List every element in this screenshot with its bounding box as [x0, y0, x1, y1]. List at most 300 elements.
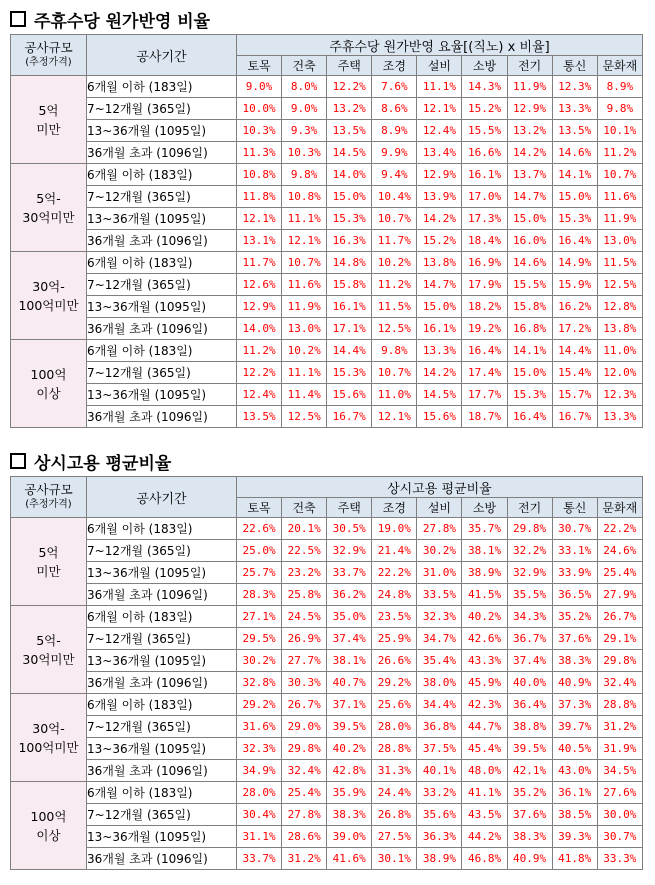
- value-cell: 30.2%: [237, 650, 282, 672]
- value-cell: 40.5%: [552, 738, 597, 760]
- category-header: 통신: [552, 498, 597, 518]
- period-cell: 7~12개월 (365일): [87, 540, 237, 562]
- category-header: 통신: [552, 56, 597, 76]
- value-cell: 10.2%: [282, 340, 327, 362]
- value-cell: 16.1%: [327, 296, 372, 318]
- value-cell: 14.7%: [417, 274, 462, 296]
- value-cell: 18.2%: [462, 296, 507, 318]
- value-cell: 10.7%: [372, 362, 417, 384]
- value-cell: 31.0%: [417, 562, 462, 584]
- table-row: [11, 562, 643, 584]
- value-cell: 26.9%: [282, 628, 327, 650]
- value-cell: 32.3%: [237, 738, 282, 760]
- value-cell: 11.5%: [372, 296, 417, 318]
- value-cell: 15.8%: [327, 274, 372, 296]
- value-cell: 15.0%: [417, 296, 462, 318]
- value-cell: 9.4%: [372, 164, 417, 186]
- header-row: [11, 477, 643, 498]
- value-cell: 25.6%: [372, 694, 417, 716]
- value-cell: 12.5%: [282, 406, 327, 428]
- header-period: 공사기간: [87, 477, 237, 518]
- value-cell: 11.6%: [282, 274, 327, 296]
- value-cell: 40.7%: [327, 672, 372, 694]
- period-cell: 13~36개월 (1095일): [87, 208, 237, 230]
- period-cell: 6개월 이하 (183일): [87, 252, 237, 274]
- value-cell: 35.7%: [462, 518, 507, 540]
- value-cell: 30.7%: [597, 826, 642, 848]
- value-cell: 13.4%: [417, 142, 462, 164]
- value-cell: 9.0%: [282, 98, 327, 120]
- value-cell: 11.6%: [597, 186, 642, 208]
- value-cell: 27.7%: [282, 650, 327, 672]
- value-cell: 30.2%: [417, 540, 462, 562]
- value-cell: 14.3%: [462, 76, 507, 98]
- period-cell: 36개월 초과 (1096일): [87, 584, 237, 606]
- value-cell: 40.1%: [417, 760, 462, 782]
- value-cell: 14.0%: [327, 164, 372, 186]
- value-cell: 15.7%: [552, 384, 597, 406]
- value-cell: 25.9%: [372, 628, 417, 650]
- value-cell: 13.2%: [327, 98, 372, 120]
- period-cell: 36개월 초과 (1096일): [87, 848, 237, 870]
- period-cell: 36개월 초과 (1096일): [87, 142, 237, 164]
- value-cell: 26.8%: [372, 804, 417, 826]
- table-row: [11, 208, 643, 230]
- value-cell: 44.2%: [462, 826, 507, 848]
- value-cell: 10.8%: [282, 186, 327, 208]
- table-row: [11, 296, 643, 318]
- checkbox-icon[interactable]: [10, 453, 26, 469]
- scale-cell: [11, 782, 87, 870]
- value-cell: 41.5%: [462, 584, 507, 606]
- table-row: [11, 606, 643, 628]
- value-cell: 16.0%: [507, 230, 552, 252]
- scale-label-line: 30억-: [32, 278, 65, 294]
- value-cell: 31.3%: [372, 760, 417, 782]
- value-cell: 27.5%: [372, 826, 417, 848]
- value-cell: 17.9%: [462, 274, 507, 296]
- scale-label-line: 미만: [36, 121, 61, 137]
- value-cell: 9.8%: [372, 340, 417, 362]
- value-cell: 15.3%: [507, 384, 552, 406]
- value-cell: 40.0%: [507, 672, 552, 694]
- category-header: 소방: [462, 498, 507, 518]
- value-cell: 41.8%: [552, 848, 597, 870]
- value-cell: 36.2%: [327, 584, 372, 606]
- value-cell: 45.4%: [462, 738, 507, 760]
- table-row: [11, 738, 643, 760]
- value-cell: 34.4%: [417, 694, 462, 716]
- value-cell: 12.1%: [282, 230, 327, 252]
- value-cell: 24.5%: [282, 606, 327, 628]
- value-cell: 15.0%: [507, 362, 552, 384]
- table-row: [11, 142, 643, 164]
- value-cell: 33.3%: [597, 848, 642, 870]
- period-cell: 6개월 이하 (183일): [87, 164, 237, 186]
- value-cell: 44.7%: [462, 716, 507, 738]
- scale-label-line: 30억-: [32, 720, 65, 736]
- table-row: [11, 760, 643, 782]
- value-cell: 32.2%: [507, 540, 552, 562]
- value-cell: 35.9%: [327, 782, 372, 804]
- period-cell: 6개월 이하 (183일): [87, 76, 237, 98]
- value-cell: 9.8%: [597, 98, 642, 120]
- value-cell: 14.2%: [417, 208, 462, 230]
- value-cell: 13.3%: [417, 340, 462, 362]
- value-cell: 15.4%: [552, 362, 597, 384]
- value-cell: 13.3%: [552, 98, 597, 120]
- category-header: 조경: [372, 498, 417, 518]
- value-cell: 13.2%: [507, 120, 552, 142]
- value-cell: 28.0%: [237, 782, 282, 804]
- table-row: [11, 340, 643, 362]
- value-cell: 14.2%: [507, 142, 552, 164]
- value-cell: 14.1%: [507, 340, 552, 362]
- table-row: [11, 76, 643, 98]
- value-cell: 14.5%: [327, 142, 372, 164]
- value-cell: 36.7%: [507, 628, 552, 650]
- value-cell: 38.1%: [327, 650, 372, 672]
- value-cell: 11.0%: [372, 384, 417, 406]
- value-cell: 17.2%: [552, 318, 597, 340]
- period-cell: 6개월 이하 (183일): [87, 518, 237, 540]
- value-cell: 11.0%: [597, 340, 642, 362]
- value-cell: 28.3%: [237, 584, 282, 606]
- value-cell: 34.3%: [507, 606, 552, 628]
- table-row: [11, 164, 643, 186]
- value-cell: 31.1%: [237, 826, 282, 848]
- value-cell: 29.0%: [282, 716, 327, 738]
- category-header: 주택: [327, 56, 372, 76]
- table-row: [11, 186, 643, 208]
- header-scale-sub: (추정가격): [25, 499, 72, 510]
- scale-label-line: 5억: [38, 544, 59, 560]
- value-cell: 43.3%: [462, 650, 507, 672]
- value-cell: 14.6%: [552, 142, 597, 164]
- value-cell: 39.0%: [327, 826, 372, 848]
- value-cell: 37.6%: [552, 628, 597, 650]
- value-cell: 27.8%: [282, 804, 327, 826]
- table-row: [11, 804, 643, 826]
- category-header: 문화재: [597, 498, 642, 518]
- table-row: [11, 716, 643, 738]
- value-cell: 29.8%: [597, 650, 642, 672]
- value-cell: 31.2%: [282, 848, 327, 870]
- value-cell: 38.1%: [462, 540, 507, 562]
- value-cell: 10.0%: [237, 98, 282, 120]
- scale-label-line: 5억: [38, 102, 59, 118]
- value-cell: 11.5%: [597, 252, 642, 274]
- value-cell: 22.5%: [282, 540, 327, 562]
- value-cell: 12.1%: [372, 406, 417, 428]
- value-cell: 30.4%: [237, 804, 282, 826]
- value-cell: 14.0%: [237, 318, 282, 340]
- value-cell: 16.1%: [417, 318, 462, 340]
- period-cell: 7~12개월 (365일): [87, 362, 237, 384]
- value-cell: 35.4%: [417, 650, 462, 672]
- value-cell: 11.4%: [282, 384, 327, 406]
- scale-label-line: 100억: [30, 366, 67, 382]
- category-header: 문화재: [597, 56, 642, 76]
- value-cell: 16.8%: [507, 318, 552, 340]
- header-group: 주휴수당 원가반영 요율[(직노) x 비율]: [237, 35, 643, 56]
- value-cell: 9.3%: [282, 120, 327, 142]
- period-cell: 13~36개월 (1095일): [87, 562, 237, 584]
- value-cell: 25.7%: [237, 562, 282, 584]
- value-cell: 37.4%: [507, 650, 552, 672]
- header-group: 상시고용 평균비율: [237, 477, 643, 498]
- value-cell: 27.8%: [417, 518, 462, 540]
- employment-rate-table: [10, 476, 643, 870]
- category-header: 설비: [417, 498, 462, 518]
- scale-label-line: 이상: [36, 827, 61, 843]
- value-cell: 27.9%: [597, 584, 642, 606]
- value-cell: 13.7%: [507, 164, 552, 186]
- value-cell: 38.0%: [417, 672, 462, 694]
- value-cell: 40.9%: [507, 848, 552, 870]
- scale-cell: [11, 252, 87, 340]
- value-cell: 36.4%: [507, 694, 552, 716]
- value-cell: 14.2%: [417, 362, 462, 384]
- value-cell: 8.9%: [597, 76, 642, 98]
- value-cell: 38.3%: [507, 826, 552, 848]
- value-cell: 17.0%: [462, 186, 507, 208]
- value-cell: 13.5%: [552, 120, 597, 142]
- value-cell: 27.6%: [597, 782, 642, 804]
- value-cell: 15.5%: [507, 274, 552, 296]
- value-cell: 24.8%: [372, 584, 417, 606]
- value-cell: 33.9%: [552, 562, 597, 584]
- value-cell: 10.4%: [372, 186, 417, 208]
- value-cell: 16.9%: [462, 252, 507, 274]
- value-cell: 43.0%: [552, 760, 597, 782]
- value-cell: 12.9%: [237, 296, 282, 318]
- table-row: [11, 628, 643, 650]
- value-cell: 10.2%: [372, 252, 417, 274]
- value-cell: 36.8%: [417, 716, 462, 738]
- table-row: [11, 540, 643, 562]
- scale-label-line: 100억미만: [18, 297, 79, 313]
- value-cell: 13.5%: [327, 120, 372, 142]
- value-cell: 16.2%: [552, 296, 597, 318]
- value-cell: 10.7%: [282, 252, 327, 274]
- value-cell: 14.9%: [552, 252, 597, 274]
- value-cell: 10.7%: [372, 208, 417, 230]
- value-cell: 41.1%: [462, 782, 507, 804]
- value-cell: 23.5%: [372, 606, 417, 628]
- value-cell: 38.3%: [327, 804, 372, 826]
- table-row: [11, 782, 643, 804]
- value-cell: 14.8%: [327, 252, 372, 274]
- table-row: [11, 650, 643, 672]
- scale-label-line: 이상: [36, 385, 61, 401]
- period-cell: 6개월 이하 (183일): [87, 606, 237, 628]
- value-cell: 39.5%: [327, 716, 372, 738]
- value-cell: 15.9%: [552, 274, 597, 296]
- value-cell: 16.6%: [462, 142, 507, 164]
- period-cell: 7~12개월 (365일): [87, 186, 237, 208]
- value-cell: 37.3%: [552, 694, 597, 716]
- table-row: [11, 362, 643, 384]
- value-cell: 28.8%: [597, 694, 642, 716]
- value-cell: 13.0%: [282, 318, 327, 340]
- value-cell: 14.4%: [327, 340, 372, 362]
- category-header: 전기: [507, 56, 552, 76]
- period-cell: 36개월 초과 (1096일): [87, 760, 237, 782]
- value-cell: 34.9%: [237, 760, 282, 782]
- value-cell: 38.9%: [417, 848, 462, 870]
- value-cell: 33.1%: [552, 540, 597, 562]
- value-cell: 16.3%: [327, 230, 372, 252]
- period-cell: 7~12개월 (365일): [87, 716, 237, 738]
- value-cell: 36.5%: [552, 584, 597, 606]
- value-cell: 35.5%: [507, 584, 552, 606]
- value-cell: 13.1%: [237, 230, 282, 252]
- value-cell: 13.8%: [597, 318, 642, 340]
- value-cell: 29.2%: [372, 672, 417, 694]
- period-cell: 7~12개월 (365일): [87, 274, 237, 296]
- table-row: [11, 274, 643, 296]
- value-cell: 21.4%: [372, 540, 417, 562]
- value-cell: 12.5%: [372, 318, 417, 340]
- scale-label-line: 30억미만: [22, 209, 75, 225]
- category-header: 건축: [282, 56, 327, 76]
- category-header: 주택: [327, 498, 372, 518]
- header-scale: [11, 35, 87, 76]
- section-title-text: 주휴수당 원가반영 비율: [34, 11, 211, 32]
- value-cell: 30.3%: [282, 672, 327, 694]
- value-cell: 10.1%: [597, 120, 642, 142]
- category-header: 토목: [237, 498, 282, 518]
- value-cell: 11.9%: [282, 296, 327, 318]
- category-header: 토목: [237, 56, 282, 76]
- scale-label-line: 미만: [36, 563, 61, 579]
- value-cell: 35.2%: [552, 606, 597, 628]
- value-cell: 11.9%: [507, 76, 552, 98]
- scale-label-line: 5억-: [36, 190, 61, 206]
- value-cell: 32.9%: [327, 540, 372, 562]
- value-cell: 19.2%: [462, 318, 507, 340]
- value-cell: 32.8%: [237, 672, 282, 694]
- value-cell: 22.2%: [597, 518, 642, 540]
- table-row: [11, 518, 643, 540]
- value-cell: 36.3%: [417, 826, 462, 848]
- value-cell: 30.1%: [372, 848, 417, 870]
- value-cell: 33.2%: [417, 782, 462, 804]
- scale-label-line: 30억미만: [22, 651, 75, 667]
- value-cell: 11.7%: [237, 252, 282, 274]
- value-cell: 17.7%: [462, 384, 507, 406]
- value-cell: 34.5%: [597, 760, 642, 782]
- value-cell: 14.5%: [417, 384, 462, 406]
- table-row: [11, 406, 643, 428]
- value-cell: 28.6%: [282, 826, 327, 848]
- value-cell: 26.6%: [372, 650, 417, 672]
- value-cell: 30.7%: [552, 518, 597, 540]
- value-cell: 16.4%: [507, 406, 552, 428]
- value-cell: 23.2%: [282, 562, 327, 584]
- value-cell: 11.1%: [282, 362, 327, 384]
- value-cell: 12.8%: [597, 296, 642, 318]
- value-cell: 27.1%: [237, 606, 282, 628]
- period-cell: 36개월 초과 (1096일): [87, 318, 237, 340]
- value-cell: 12.5%: [597, 274, 642, 296]
- value-cell: 31.6%: [237, 716, 282, 738]
- value-cell: 29.8%: [507, 518, 552, 540]
- period-cell: 6개월 이하 (183일): [87, 782, 237, 804]
- period-cell: 36개월 초과 (1096일): [87, 406, 237, 428]
- period-cell: 36개월 초과 (1096일): [87, 230, 237, 252]
- header-period: 공사기간: [87, 35, 237, 76]
- value-cell: 25.4%: [597, 562, 642, 584]
- value-cell: 19.0%: [372, 518, 417, 540]
- value-cell: 33.7%: [327, 562, 372, 584]
- value-cell: 11.7%: [372, 230, 417, 252]
- table-row: [11, 584, 643, 606]
- section-title-text: 상시고용 평균비율: [34, 453, 172, 474]
- category-header: 조경: [372, 56, 417, 76]
- value-cell: 24.6%: [597, 540, 642, 562]
- value-cell: 38.9%: [462, 562, 507, 584]
- table-row: [11, 120, 643, 142]
- value-cell: 46.8%: [462, 848, 507, 870]
- period-cell: 6개월 이하 (183일): [87, 694, 237, 716]
- value-cell: 16.4%: [552, 230, 597, 252]
- period-cell: 6개월 이하 (183일): [87, 340, 237, 362]
- value-cell: 17.1%: [327, 318, 372, 340]
- value-cell: 11.9%: [597, 208, 642, 230]
- header-scale: [11, 477, 87, 518]
- value-cell: 37.4%: [327, 628, 372, 650]
- value-cell: 37.6%: [507, 804, 552, 826]
- value-cell: 12.9%: [417, 164, 462, 186]
- value-cell: 25.8%: [282, 584, 327, 606]
- value-cell: 15.0%: [327, 186, 372, 208]
- value-cell: 25.4%: [282, 782, 327, 804]
- value-cell: 15.6%: [327, 384, 372, 406]
- period-cell: 36개월 초과 (1096일): [87, 672, 237, 694]
- table-row: [11, 230, 643, 252]
- value-cell: 17.3%: [462, 208, 507, 230]
- value-cell: 37.1%: [327, 694, 372, 716]
- value-cell: 12.9%: [507, 98, 552, 120]
- checkbox-icon[interactable]: [10, 11, 26, 27]
- value-cell: 7.6%: [372, 76, 417, 98]
- value-cell: 10.3%: [237, 120, 282, 142]
- value-cell: 32.9%: [507, 562, 552, 584]
- value-cell: 8.0%: [282, 76, 327, 98]
- value-cell: 15.8%: [507, 296, 552, 318]
- value-cell: 15.3%: [552, 208, 597, 230]
- value-cell: 48.0%: [462, 760, 507, 782]
- category-header: 전기: [507, 498, 552, 518]
- value-cell: 10.8%: [237, 164, 282, 186]
- header-row: [11, 35, 643, 56]
- value-cell: 12.0%: [597, 362, 642, 384]
- value-cell: 29.2%: [237, 694, 282, 716]
- value-cell: 9.9%: [372, 142, 417, 164]
- value-cell: 24.4%: [372, 782, 417, 804]
- value-cell: 42.8%: [327, 760, 372, 782]
- scale-label-line: 100억미만: [18, 739, 79, 755]
- value-cell: 26.7%: [597, 606, 642, 628]
- value-cell: 25.0%: [237, 540, 282, 562]
- value-cell: 35.6%: [417, 804, 462, 826]
- value-cell: 15.5%: [462, 120, 507, 142]
- value-cell: 26.7%: [282, 694, 327, 716]
- value-cell: 38.5%: [552, 804, 597, 826]
- table-row: [11, 848, 643, 870]
